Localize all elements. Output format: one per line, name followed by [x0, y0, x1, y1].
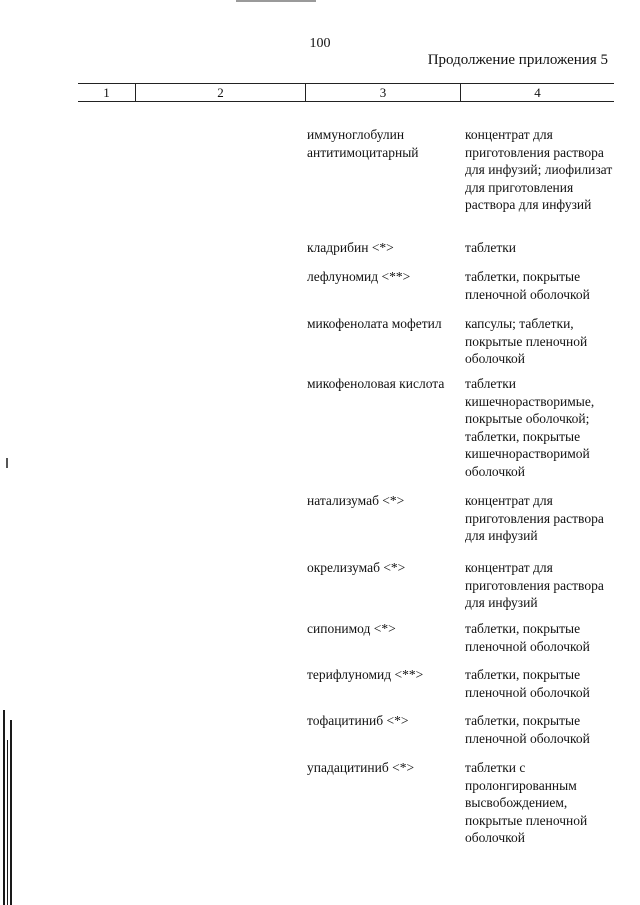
continuation-caption: Продолжение приложения 5	[427, 52, 608, 68]
dosage-form: капсулы; таблетки, покрытые пленочной оболочкой	[465, 316, 588, 366]
table-row	[307, 559, 617, 620]
dosage-form: таблетки с пролонгированным высвобождением, покрытые пленочной оболочкой	[465, 760, 588, 845]
drug-name: микофенолата мофетил	[307, 316, 442, 331]
drug-name: натализумаб <*>	[307, 493, 405, 508]
dosage-form: таблетки, покрытые пленочной оболочкой	[465, 269, 590, 302]
table-row	[307, 239, 617, 268]
drug-name: иммуноглобулин антитимоцитарный	[307, 127, 419, 160]
table-row	[307, 315, 617, 375]
column-header-3: 3	[306, 84, 461, 101]
column-header-2: 2	[136, 84, 306, 101]
table-row	[307, 759, 617, 849]
drug-name: микофеноловая кислота	[307, 376, 445, 391]
dosage-form: таблетки кишечнорастворимые, покрытые оболочкой; таблетки, покрытые кишечнорастворимой оболочкой	[465, 376, 595, 479]
drug-name: лефлуномид <**>	[307, 269, 411, 284]
scan-artifact-top	[236, 0, 316, 5]
dosage-form: таблетки, покрытые пленочной оболочкой	[465, 713, 590, 746]
drug-name: кладрибин <*>	[307, 240, 394, 255]
drug-name: сипонимод <*>	[307, 621, 396, 636]
page-number: 100	[309, 36, 331, 51]
dosage-form: концентрат для приготовления раствора для инфузий	[465, 560, 604, 610]
table-row	[307, 712, 617, 759]
table-row	[307, 375, 617, 492]
drug-name: упадацитиниб <*>	[307, 760, 415, 775]
dosage-form: концентрат для приготовления раствора для инфузий; лиофилизат для приготовления раствора для инфузий	[465, 127, 613, 212]
dosage-form: таблетки, покрытые пленочной оболочкой	[465, 621, 590, 654]
table-header	[78, 83, 614, 102]
drug-name: терифлуномид <**>	[307, 667, 424, 682]
table-row	[307, 268, 617, 315]
dosage-form: таблетки, покрытые пленочной оболочкой	[465, 667, 590, 700]
table-row	[307, 620, 617, 666]
column-header-4: 4	[534, 85, 541, 100]
scan-artifact-dash	[6, 458, 8, 468]
table-row	[307, 126, 617, 239]
column-header-1: 1	[78, 84, 136, 101]
scan-artifact-left-edge	[0, 700, 14, 905]
drug-name: тофацитиниб <*>	[307, 713, 409, 728]
table-row	[307, 666, 617, 712]
dosage-form: таблетки	[465, 240, 517, 255]
table-body	[307, 126, 617, 849]
drug-name: окрелизумаб <*>	[307, 560, 406, 575]
dosage-form: концентрат для приготовления раствора для инфузий	[465, 493, 604, 543]
table-row	[307, 492, 617, 559]
